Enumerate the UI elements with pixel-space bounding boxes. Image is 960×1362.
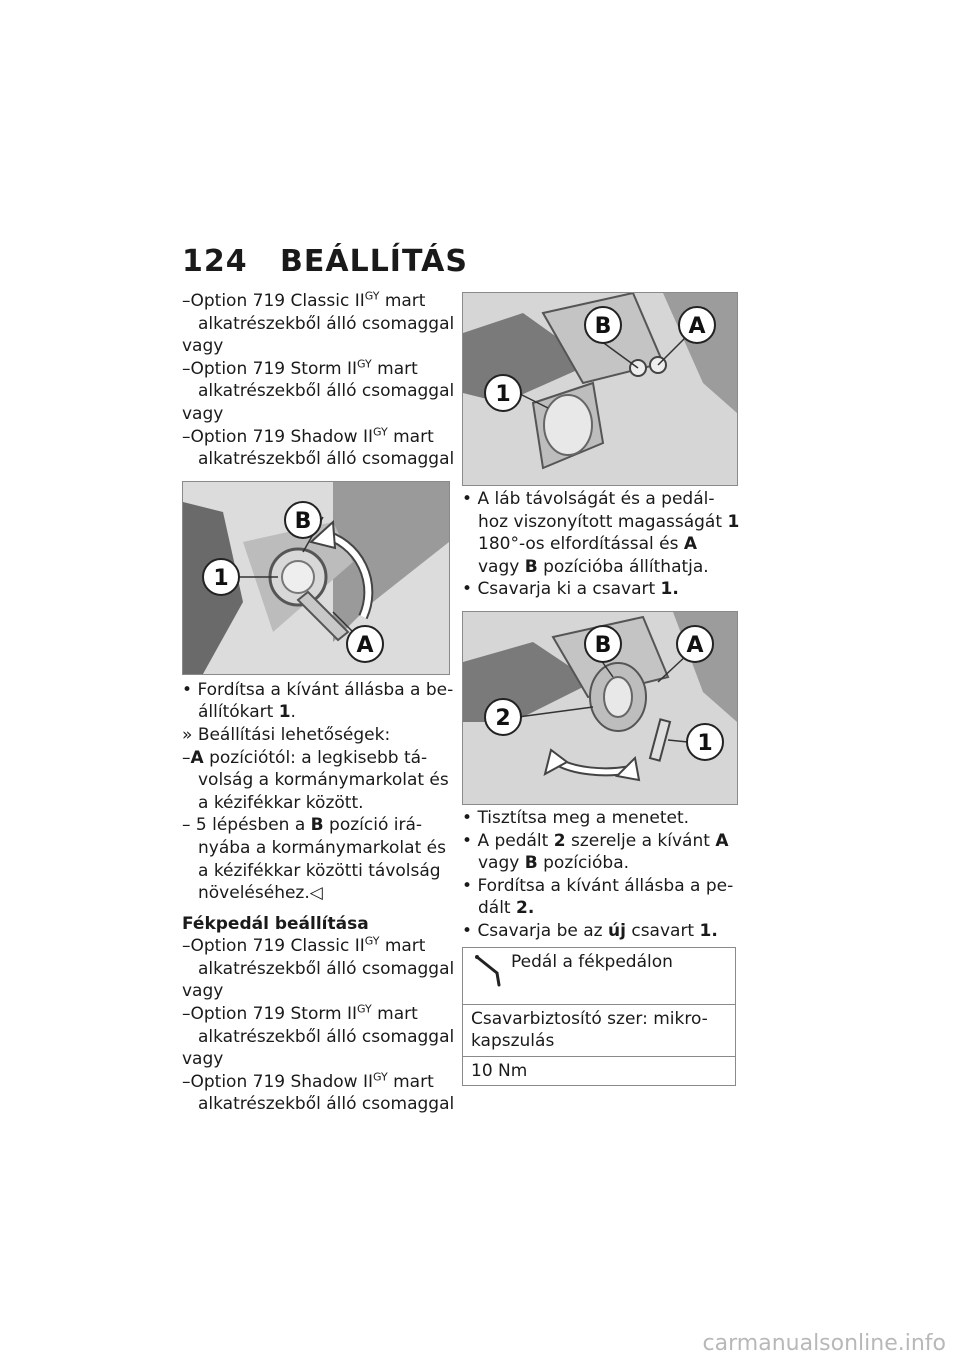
left-column xyxy=(182,289,455,1116)
fig2-label-a: A xyxy=(688,314,706,339)
figure-adjuster-lever xyxy=(182,481,450,675)
fig3-label-b: B xyxy=(594,632,612,658)
fig2-label-1: 1 xyxy=(495,382,511,407)
figure-footpeg-positions xyxy=(462,292,738,486)
torque-table xyxy=(462,947,736,1087)
watermark: carmanualsonline.info xyxy=(702,1331,946,1356)
torque-table-locking-row: Csavarbiztosító szer: mikro- kapszulás xyxy=(463,1005,735,1057)
page-header xyxy=(182,244,468,279)
steps-block: • Fordítsa a kívánt állásba a be- állítókart 1. » Beállítási lehetőségek: –A pozíciótól: a legkisebb tá- volság a kormánymarkolat és a kézifékkar között. – 5 lépésben a B pozíció irá- nyába a kormánymarkolat és a kézifékkar közötti távolság növeléséhez.◁ xyxy=(182,679,454,904)
instruction-p6: • Csavarja be az új csavart 1. xyxy=(462,920,718,941)
instruction-p2: • Csavarja ki a csavart 1. xyxy=(462,579,679,600)
option-list-bottom xyxy=(182,934,455,1116)
section-title: BEÁLLÍTÁS xyxy=(280,244,468,279)
option-item: –Option 719 Classic $II^{GY}$ mart alkatrészekből álló csomaggal vagy xyxy=(182,934,455,1002)
option-item: –Option 719 Classic $II^{GY}$ mart alkatrészekből álló csomaggal vagy xyxy=(182,289,455,357)
instruction-p1: • A láb távolságát és a pedál- hoz viszonyított magasságát 1 180°-os elfordítással és A vagy B pozícióba állíthatja. xyxy=(462,489,740,577)
torque-wrench-icon xyxy=(471,951,511,991)
right-column xyxy=(462,290,740,1086)
fig1-label-b: B xyxy=(294,508,312,534)
page-number: 124 xyxy=(182,244,248,279)
option-item: –Option 719 Shadow $II^{GY}$ mart alkatrészekből álló csomaggal xyxy=(182,424,455,470)
instruction-p5: • Fordítsa a kívánt állásba a pe- dált 2. xyxy=(462,875,734,919)
fig3-label-1: 1 xyxy=(697,730,713,756)
fig2-label-b: B xyxy=(594,314,612,339)
instruction-p3: • Tisztítsa meg a menetet. xyxy=(462,807,690,828)
fig3-label-2: 2 xyxy=(495,705,511,731)
fig1-label-1: 1 xyxy=(213,565,229,591)
section-heading-brake-pedal: Fékpedál beállítása xyxy=(182,913,369,934)
torque-table-value-row: 10 Nm xyxy=(471,1060,528,1081)
option-item: –Option 719 Storm $II^{GY}$ mart alkatrészekből álló csomaggal vagy xyxy=(182,357,455,424)
instruction-p4: • A pedált 2 szerelje a kívánt A vagy B pozícióba. xyxy=(462,830,729,874)
fig1-label-a: A xyxy=(356,632,374,658)
torque-table-title-row xyxy=(463,948,735,1005)
torque-table-title: Pedál a fékpedálon xyxy=(511,951,673,972)
fig3-label-a: A xyxy=(686,632,704,658)
option-item: –Option 719 Shadow $II^{GY}$ mart alkatrészekből álló csomaggal xyxy=(182,1070,455,1115)
figure-footpeg-mounting xyxy=(462,611,738,805)
option-item: –Option 719 Storm $II^{GY}$ mart alkatrészekből álló csomaggal vagy xyxy=(182,1002,455,1070)
option-list-top xyxy=(182,289,455,471)
end-marker-icon: ◁ xyxy=(309,883,323,904)
